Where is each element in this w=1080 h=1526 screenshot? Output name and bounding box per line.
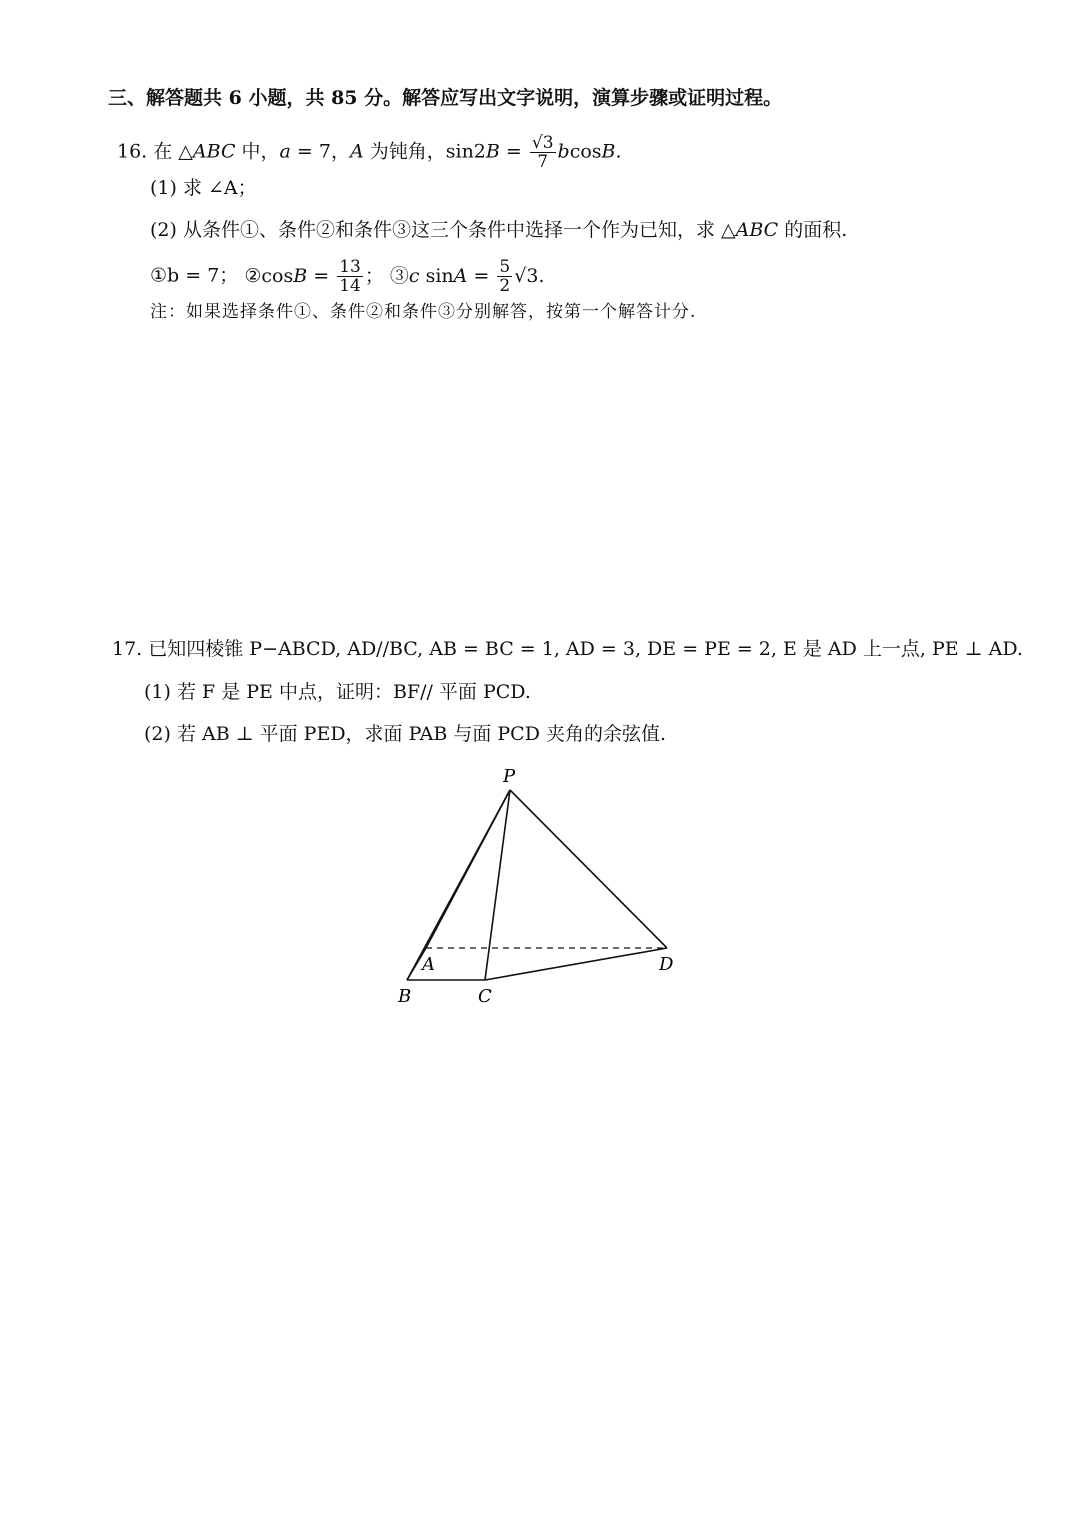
q17-part2: (2) 若 AB ⊥ 平面 PED，求面 PAB 与面 PCD 夹角的余弦值. xyxy=(144,723,667,745)
section-header: 三、解答题共 6 小题，共 85 分。解答应写出文字说明，演算步骤或证明过程。 xyxy=(108,87,783,109)
q16-note: 注：如果选择条件①、条件②和条件③分别解答，按第一个解答计分. xyxy=(150,302,697,322)
label-A: A xyxy=(422,954,435,975)
q16-number: 16. xyxy=(117,140,148,163)
edge-PD xyxy=(510,790,667,948)
condition-1: ①b = 7； xyxy=(150,264,239,287)
label-D: D xyxy=(659,954,674,975)
q17-part1: (1) 若 F 是 PE 中点，证明：BF// 平面 PCD. xyxy=(144,681,531,703)
q17-number: 17. xyxy=(112,638,143,660)
q16-stem: 16. 在 △ABC 中，a = 7，A 为钝角，sin2B = $\frac{√3}{7}$ bcosB. xyxy=(117,133,622,172)
label-P: P xyxy=(503,766,516,787)
condition-2: ②cosB = $\frac{13}{14}$ ； xyxy=(244,257,384,296)
q16-part2: (2) 从条件①、条件②和条件③这三个条件中选择一个作为已知，求 △ABC 的面积. xyxy=(150,219,848,241)
q16-conditions xyxy=(150,258,544,295)
q16-fraction: $\frac{√3}{7}$ xyxy=(531,133,554,172)
q17-stem: 17. 已知四棱锥 P−ABCD, AD//BC, AB = BC = 1, AD = 3, DE = PE = 2, E 是 AD 上一点, PE ⊥ AD. xyxy=(112,638,1023,660)
edge-PC xyxy=(485,790,510,980)
q16-part1: (1) 求 ∠A； xyxy=(150,177,257,199)
label-B: B xyxy=(398,986,412,1007)
edge-PA xyxy=(426,790,510,948)
condition-3: ③c sinA = $\frac{5}{2}$ √3. xyxy=(389,257,545,296)
label-C: C xyxy=(478,986,492,1007)
edge-CD xyxy=(485,948,667,980)
pyramid-figure xyxy=(380,760,700,1020)
